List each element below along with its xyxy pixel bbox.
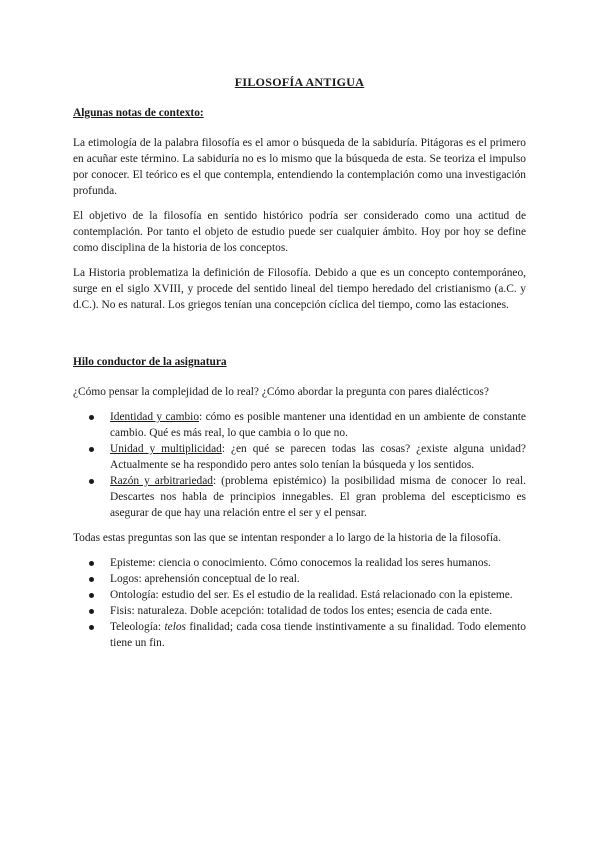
pair-text: : cómo es posible mantener una identidad en un ambiente de constante cambio. Qué es más real, lo que cambia o lo que no.	[110, 411, 526, 439]
bullet-icon	[89, 625, 94, 630]
pair-text: : (problema epistémico) la posibilidad misma de conocer lo real. Descartes nos habla de principios innegables. El gran problema del escepticismo es asegurar de que hay una relación entre el ser y el pensar.	[110, 475, 526, 519]
page-title: FILOSOFÍA ANTIGUA	[234, 75, 365, 89]
concept-text: Logos: aprehensión conceptual de lo real.	[110, 573, 300, 585]
pair-text: : ¿en qué se parecen todas las cosas? ¿existe alguna unidad? Actualmente se ha respondido pero antes solo tenían la búsqueda y los sentidos.	[110, 443, 526, 471]
list-item	[73, 571, 526, 587]
list-item	[73, 473, 526, 521]
paragraph: La etimología de la palabra filosofía es el amor o búsqueda de la sabiduría. Pitágoras es el primero en acuñar este término. La sabiduría no es lo mismo que la búsqueda de esta. Se teoriza el impulso por conocer. El teórico es el que contempla, entendiendo la contemplación como una investigación profunda.	[73, 137, 526, 197]
concept-text: Episteme: ciencia o conocimiento. Cómo conocemos la realidad los seres humanos.	[110, 557, 491, 569]
bullet-icon	[89, 577, 94, 582]
list-item	[73, 619, 526, 651]
pair-term: Razón y arbitrariedad	[110, 475, 213, 487]
list-item	[73, 603, 526, 619]
concepts-list	[73, 555, 526, 651]
list-item	[73, 441, 526, 473]
section-heading-hilo-conductor: Hilo conductor de la asignatura	[73, 356, 227, 368]
concept-text-after: finalidad; cada cosa tiende instintivamente a su finalidad. Todo elemento tiene un fin.	[110, 621, 527, 649]
paragraph: La Historia problematiza la definición de Filosofía. Debido a que es un concepto contemporáneo, surge en el siglo XVIII, y procede del sentido lineal del tiempo heredado del cristianismo (a.C. y d.C.). No es natural. Los griegos tenían una concepción cíclica del tiempo, como las estaciones.	[73, 267, 526, 311]
section-heading-context: Algunas notas de contexto:	[73, 107, 204, 119]
concept-text-before: Teleología:	[110, 621, 165, 633]
bullet-icon	[89, 609, 94, 614]
pair-term: Identidad y cambio	[110, 411, 200, 423]
summary-paragraph: Todas estas preguntas son las que se intentan responder a lo largo de la historia de la filosofía.	[73, 532, 501, 544]
bullet-icon	[89, 561, 94, 566]
concept-text: Ontología: estudio del ser. Es el estudio de la realidad. Está relacionado con la episteme.	[110, 589, 513, 601]
list-item	[73, 587, 526, 603]
section-spacer	[73, 322, 526, 354]
list-item	[73, 555, 526, 571]
question-paragraph: ¿Cómo pensar la complejidad de lo real? ¿Cómo abordar la pregunta con pares dialécticos?	[73, 386, 489, 398]
paragraph: El objetivo de la filosofía en sentido histórico podría ser considerado como una actitud de contemplación. Por tanto el objeto de estudio puede ser cualquier ámbito. Hoy por hoy se define como disciplina de la historia de los conceptos.	[73, 210, 526, 254]
pair-term: Unidad y multiplicidad	[110, 443, 222, 455]
bullet-icon	[89, 479, 94, 484]
bullet-icon	[89, 447, 94, 452]
concept-italic-term: telos	[164, 621, 186, 633]
dialectic-pairs-list	[73, 409, 526, 521]
bullet-icon	[89, 415, 94, 420]
bullet-icon	[89, 593, 94, 598]
concept-text: Fisis: naturaleza. Doble acepción: totalidad de todos los entes; esencia de cada ente.	[110, 605, 493, 617]
list-item	[73, 409, 526, 441]
